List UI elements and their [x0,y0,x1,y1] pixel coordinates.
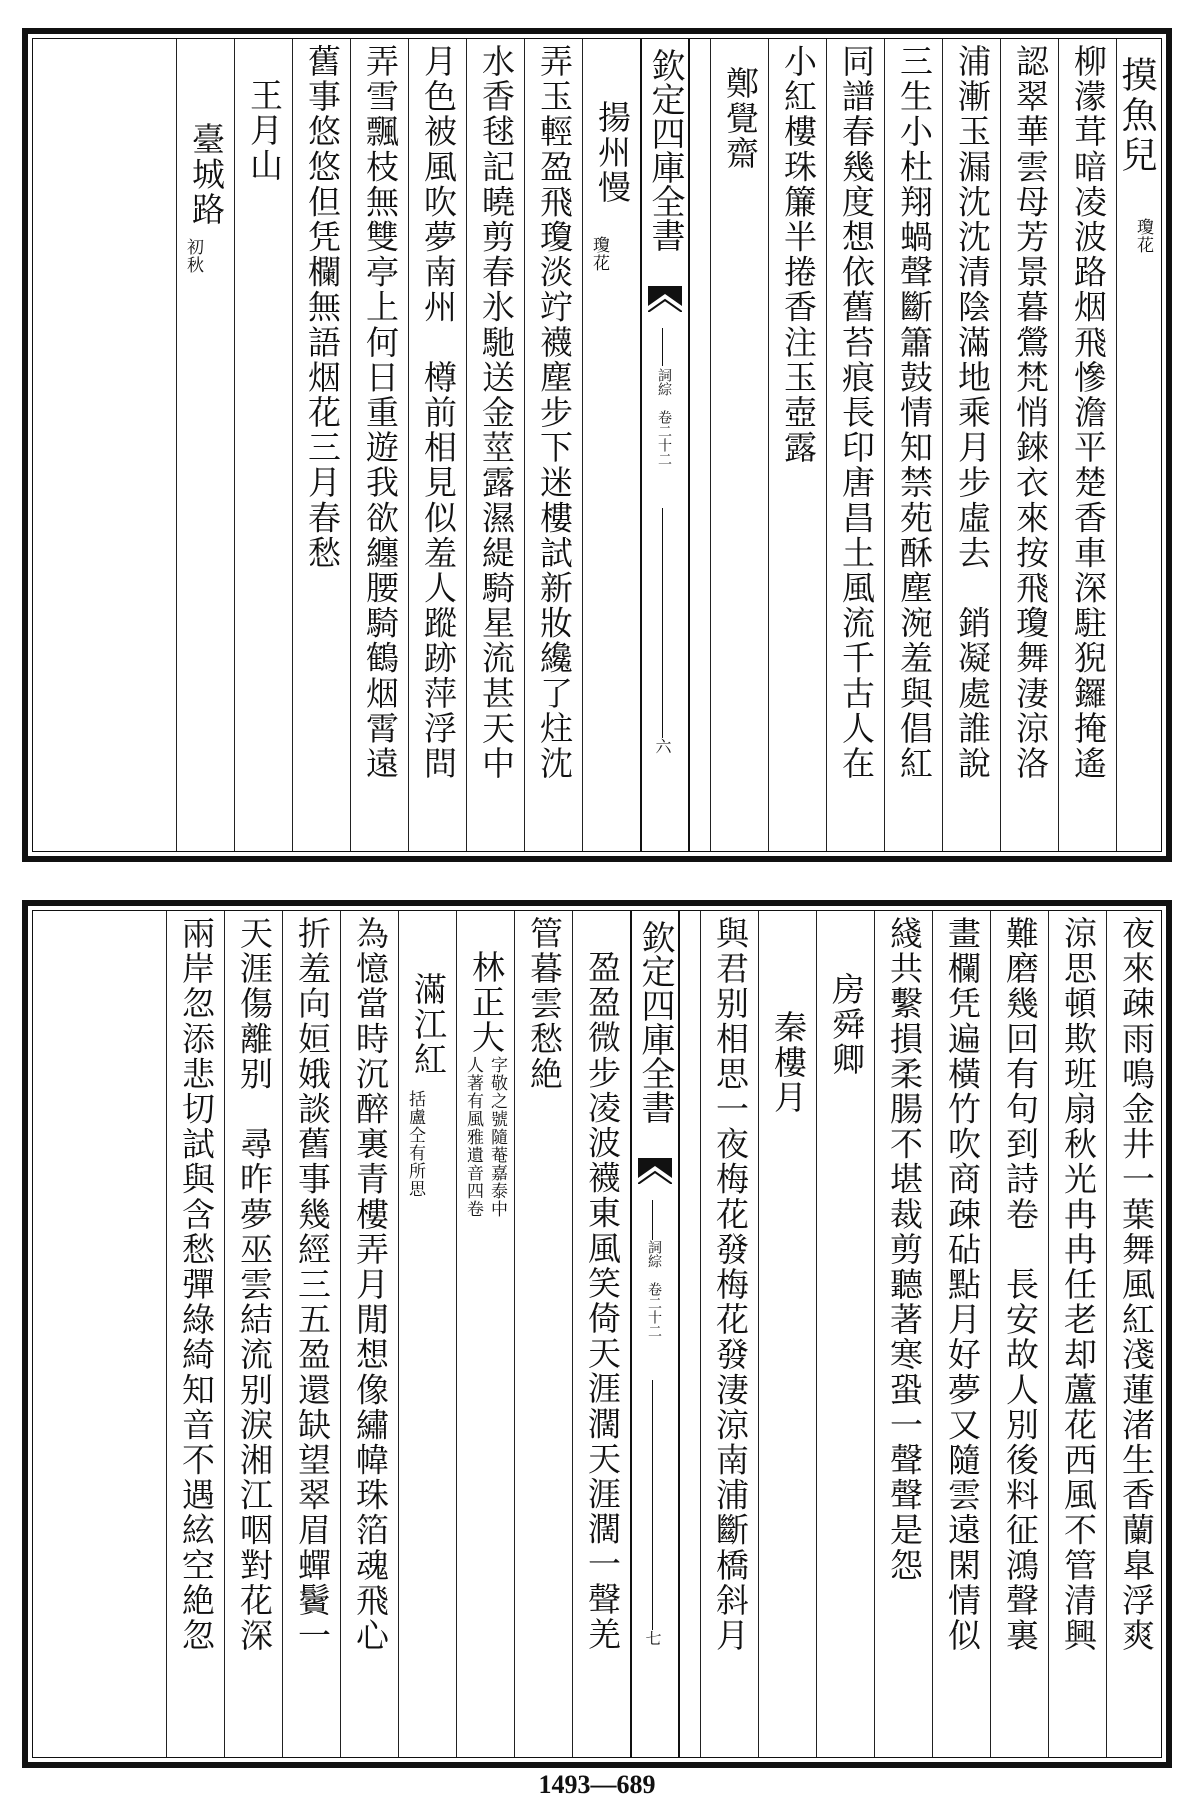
text-column [768,38,827,852]
text-line: 弄雪飄枝無雙亭上何日重遊我欲纏腰騎鶴烟霄遠 [361,44,400,782]
author-name: 林正大 [467,950,506,1056]
text-column [524,38,583,852]
text-column [1058,38,1117,852]
text-column [408,38,467,852]
text-line: 舊事悠悠但凭欄無語烟花三月春愁 [303,44,342,571]
text-line: 畫欄凭遍橫竹吹商疎砧點月好夢又隨雲遠閑情似 [943,916,982,1654]
text-column [700,910,759,1758]
text-line: 浦漸玉漏沈沈清陰滿地乘月步虛去 銷凝處誰說 [953,44,992,782]
tune-note: 瓊花 [1133,218,1153,254]
header-juan: 詞綜 卷二十二 [646,1240,662,1338]
text-line: 管暮雲愁絶 [525,916,564,1092]
author-name: 房舜卿 [827,972,866,1078]
tune-title: 摸魚兒 [1116,56,1157,176]
text-column [466,38,525,852]
text-column [942,38,1001,852]
author-column [456,910,515,1758]
author-column [816,910,875,1758]
header-title: 欽定四庫全書 [635,920,675,1124]
text-column [1000,38,1059,852]
text-column [1048,910,1107,1758]
author-note: 人著有風雅遺音四卷 [463,1056,483,1218]
text-column [224,910,283,1758]
text-line: 三生小杜翔蝸聲斷簫鼓情知禁苑酥塵涴羞與倡紅 [895,44,934,782]
text-line: 弄玉輕盈飛瓊淡竚襪塵步下迷樓試新妝纔了炷沈 [535,44,574,782]
text-line: 柳濛茸暗凌波路烟飛慘澹平楚香車深駐猊鑼掩遙 [1069,44,1108,782]
text-column [340,910,399,1758]
text-line: 水香毬記曉剪春氷馳送金莖露濕緹騎星流甚天中 [477,44,516,782]
center-header-strip [630,910,680,1758]
header-rule [662,328,663,366]
author-note: 字敬之號隨菴嘉泰中 [487,1056,507,1218]
header-rule [652,1380,653,1630]
fish-tail-mark-icon [648,286,682,312]
tune-title: 揚州慢 [593,100,632,206]
text-line: 小紅樓珠簾半捲香注玉壺露 [779,44,818,466]
tune-note: 瓊花 [589,236,609,272]
header-page-number: 七 [643,1630,662,1646]
text-line: 與君别相思一夜梅花發梅花發淒涼南浦斷橋斜月 [711,916,750,1654]
text-column [514,910,573,1758]
blank-column [32,38,177,852]
text-line: 月色被風吹夢南州 樽前相見似羞人蹤跡萍浮問 [419,44,458,782]
tune-title: 臺城路 [187,122,226,228]
text-line: 難磨幾回有句到詩卷 長安故人別後料征鴻聲裏 [1001,916,1040,1654]
text-line: 兩岸忽添悲切試與含愁彈綠綺知音不遇絃空絶忽 [177,916,216,1654]
header-rule [652,1200,653,1240]
header-juan: 詞綜 卷二十二 [656,368,672,466]
text-line: 認翠華雲母芳景暮鶯梵悄錸衣來按飛瓊舞淒涼洛 [1011,44,1050,782]
text-column [292,38,351,852]
text-column [572,910,631,1758]
tune-title: 秦樓月 [769,1010,808,1116]
text-line: 夜來疎雨鳴金井一葉舞風紅淺蓮渚生香蘭臯浮爽 [1117,916,1156,1654]
text-line: 為憶當時沉醉裏青樓弄月閒想像繡幃珠箔魂飛心 [351,916,390,1654]
text-column [350,38,409,852]
text-line: 盈盈微步凌波襪東風笑倚天涯濶天涯濶一聲羌 [583,950,622,1652]
text-column [282,910,341,1758]
center-header-strip [640,38,690,852]
text-line: 折羞向姮娥談舊事幾經三五盈還缺望翠眉蟬鬢一 [293,916,332,1654]
text-line: 天涯傷離别 尋昨夢巫雲結流别淚湘江咽對花深 [235,916,274,1654]
text-column [874,910,933,1758]
tune-note: 初秋 [183,238,203,274]
text-line: 綫共繫損柔腸不堪裁剪聽著寒蛩一聲聲是怨 [885,916,924,1583]
author-name: 王月山 [245,78,284,184]
text-column [990,910,1049,1758]
bottom-page [22,900,1172,1768]
text-column [1106,910,1165,1758]
blank-column [32,910,167,1758]
header-rule [662,508,663,738]
tune-note: 括盧仝有所思 [405,1090,425,1198]
text-line: 涼思頓欺班扇秋光冉冉任老却蘆花西風不管清興 [1059,916,1098,1654]
tune-title-column [398,910,457,1758]
text-line: 同譜春幾度想依舊苔痕長印唐昌土風流千古人在 [837,44,876,782]
tune-title-column [1116,38,1165,852]
header-title: 欽定四庫全書 [645,48,685,252]
tune-title-column [582,38,641,852]
header-page-number: 六 [653,738,672,754]
top-page [22,28,1172,862]
author-column [710,38,769,852]
author-name: 鄭覺齋 [721,66,760,172]
text-column [884,38,943,852]
text-column [932,910,991,1758]
tune-title: 滿江紅 [409,972,448,1078]
author-column [234,38,293,852]
tune-title-column [758,910,817,1758]
text-column [826,38,885,852]
scan-page-number: 1493—689 [538,1770,656,1799]
tune-title-column [176,38,235,852]
fish-tail-mark-icon [638,1158,672,1184]
text-column [166,910,225,1758]
